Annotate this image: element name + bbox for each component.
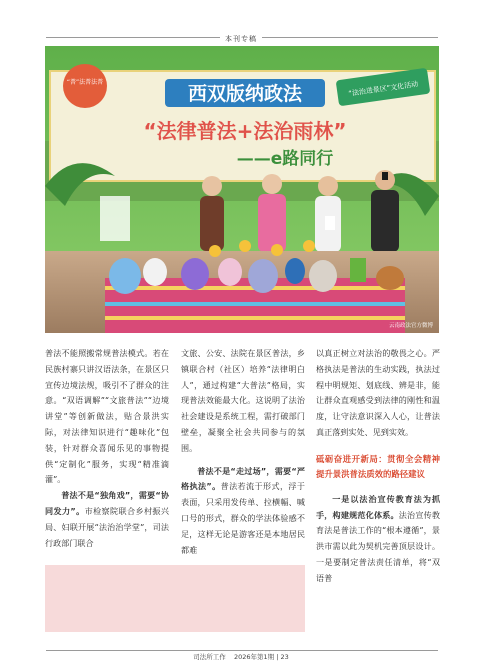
paragraph: 普法不能照搬常规普法模式。若在民族村寨只讲汉语法条，在景区只宣传边境法规，吸引不了群众的注意。“双语调解”“文旅普法”“边境讲堂”等创新做法，贴合景洪实际，对法律知识进行“趣味化”包装，针对群众喜闻乐见的事物提供“定制化”服务，实现“精准滴灌”。 bbox=[45, 348, 169, 485]
section-subheading: 砥砺奋进开新局：贯彻全会精神提升景洪普法质效的路径建议 bbox=[316, 453, 440, 479]
paragraph-lead: 一是以法治宣传教育法为抓手，构建规范化体系。法治宣传教育法是普法工作的“根本遵循”，景洪市需以此为契机完善顶层设计。一是要制定普法责任清单，将“双语普 bbox=[316, 493, 440, 583]
slogan-sub: ——e路同行 bbox=[236, 149, 334, 169]
highlight-box bbox=[45, 565, 305, 632]
event-photo bbox=[45, 46, 439, 333]
section-label: 本刊专稿 bbox=[0, 34, 482, 44]
footer-rule bbox=[46, 650, 438, 651]
badge-text: “普”法普法普 bbox=[66, 79, 104, 86]
paragraph: 以真正树立对法治的敬畏之心。严格执法是普法的生动实践，执法过程中明规矩、划底线、辨是非，能让群众直观感受到法律的刚性和温度，让守法意识深入人心，让普法真正落到实处、见到实效。 bbox=[316, 348, 440, 437]
column-1 bbox=[45, 346, 169, 551]
photo-credit: 云南政法官方微博 bbox=[388, 323, 433, 329]
right-badge-text: “法治进景区”文化活动 bbox=[347, 80, 419, 98]
paragraph-lead: 普法不是“走过场”，需要“严格执法”。普法若流于形式，浮于表面，只采用发传单、拉横幅、喊口号的形式，群众的学法体验感不足，这样无论是游客还是本地居民都难 bbox=[181, 465, 305, 555]
banner-text: 西双版纳政法 bbox=[187, 83, 303, 105]
journal-name: 司法所工作 bbox=[193, 653, 226, 661]
page-number: 23 bbox=[280, 653, 289, 661]
slogan-main: “法律普法+法治雨林” bbox=[143, 119, 347, 143]
page-footer: 司法所工作 2026年第1期 | 23 bbox=[193, 653, 289, 661]
column-2 bbox=[181, 346, 305, 558]
issue-number: 2026年第1期 bbox=[233, 653, 275, 661]
paragraph: 文旅、公安、法院在景区普法，乡镇联合村（社区）培养“法律明白人”，通过构建“大普法”格局，实现普法效能最大化。这说明了法治社会建设是系统工程，需打破部门壁垒，凝聚全社会共同参与的氛围。 bbox=[181, 348, 305, 453]
column-3 bbox=[316, 346, 440, 587]
paragraph-lead: 普法不是“独角戏”，需要“协同发力”。市检察院联合乡村振兴局、妇联开展“法治治学堂”，司法行政部门联合 bbox=[45, 490, 169, 548]
